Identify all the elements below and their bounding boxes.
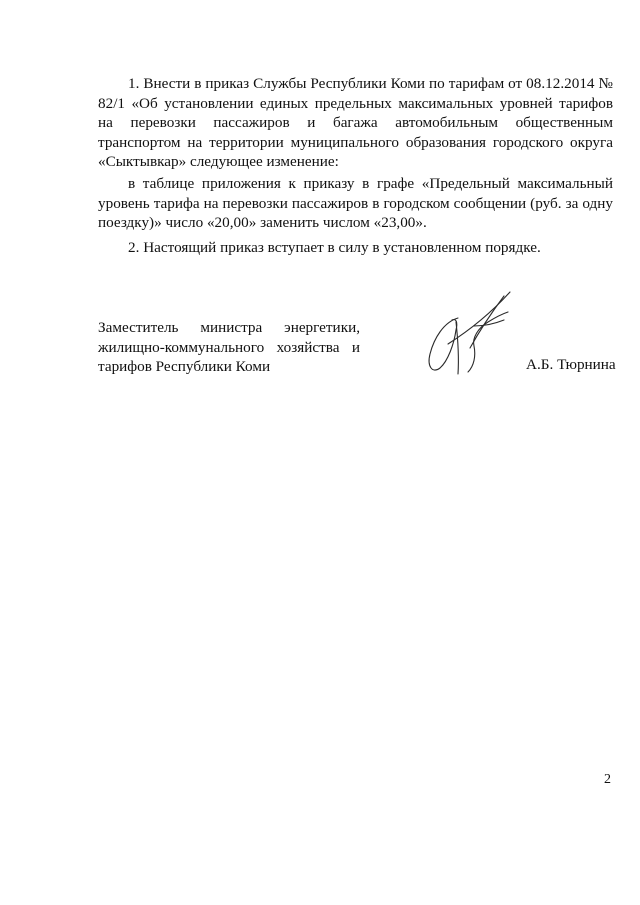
- signatory-title-line: жилищно-коммунального хозяйства и: [98, 338, 360, 356]
- page-number: 2: [604, 772, 611, 787]
- signatory-name: А.Б. Тюрнина: [526, 356, 616, 373]
- handwritten-signature: [418, 282, 528, 382]
- paragraph-effective-date: 2. Настоящий приказ вступает в силу в установленном порядке.: [128, 239, 541, 256]
- paragraph-amendment-intro: 1. Внести в приказ Службы Республики Коми по тарифам от 08.12.2014 № 82/1 «Об установлении единых предельных максимальных уровней тарифов на перевозки пассажиров и багажа автомобильным общественным транспортом на территории муниципального образования городского округа «Сыктывкар» следующее изменение:: [98, 75, 613, 171]
- signatory-title-line: Заместитель министра энергетики,: [98, 319, 360, 336]
- signatory-title-line: тарифов Республики Коми: [98, 358, 271, 376]
- paragraph-amendment-detail: в таблице приложения к приказу в графе «Предельный максимальный уровень тарифа на перевозки пассажиров в городском сообщении (руб. за одну поездку)» число «20,00» заменить числом «23,00».: [98, 175, 613, 232]
- signatory-title: [98, 318, 360, 377]
